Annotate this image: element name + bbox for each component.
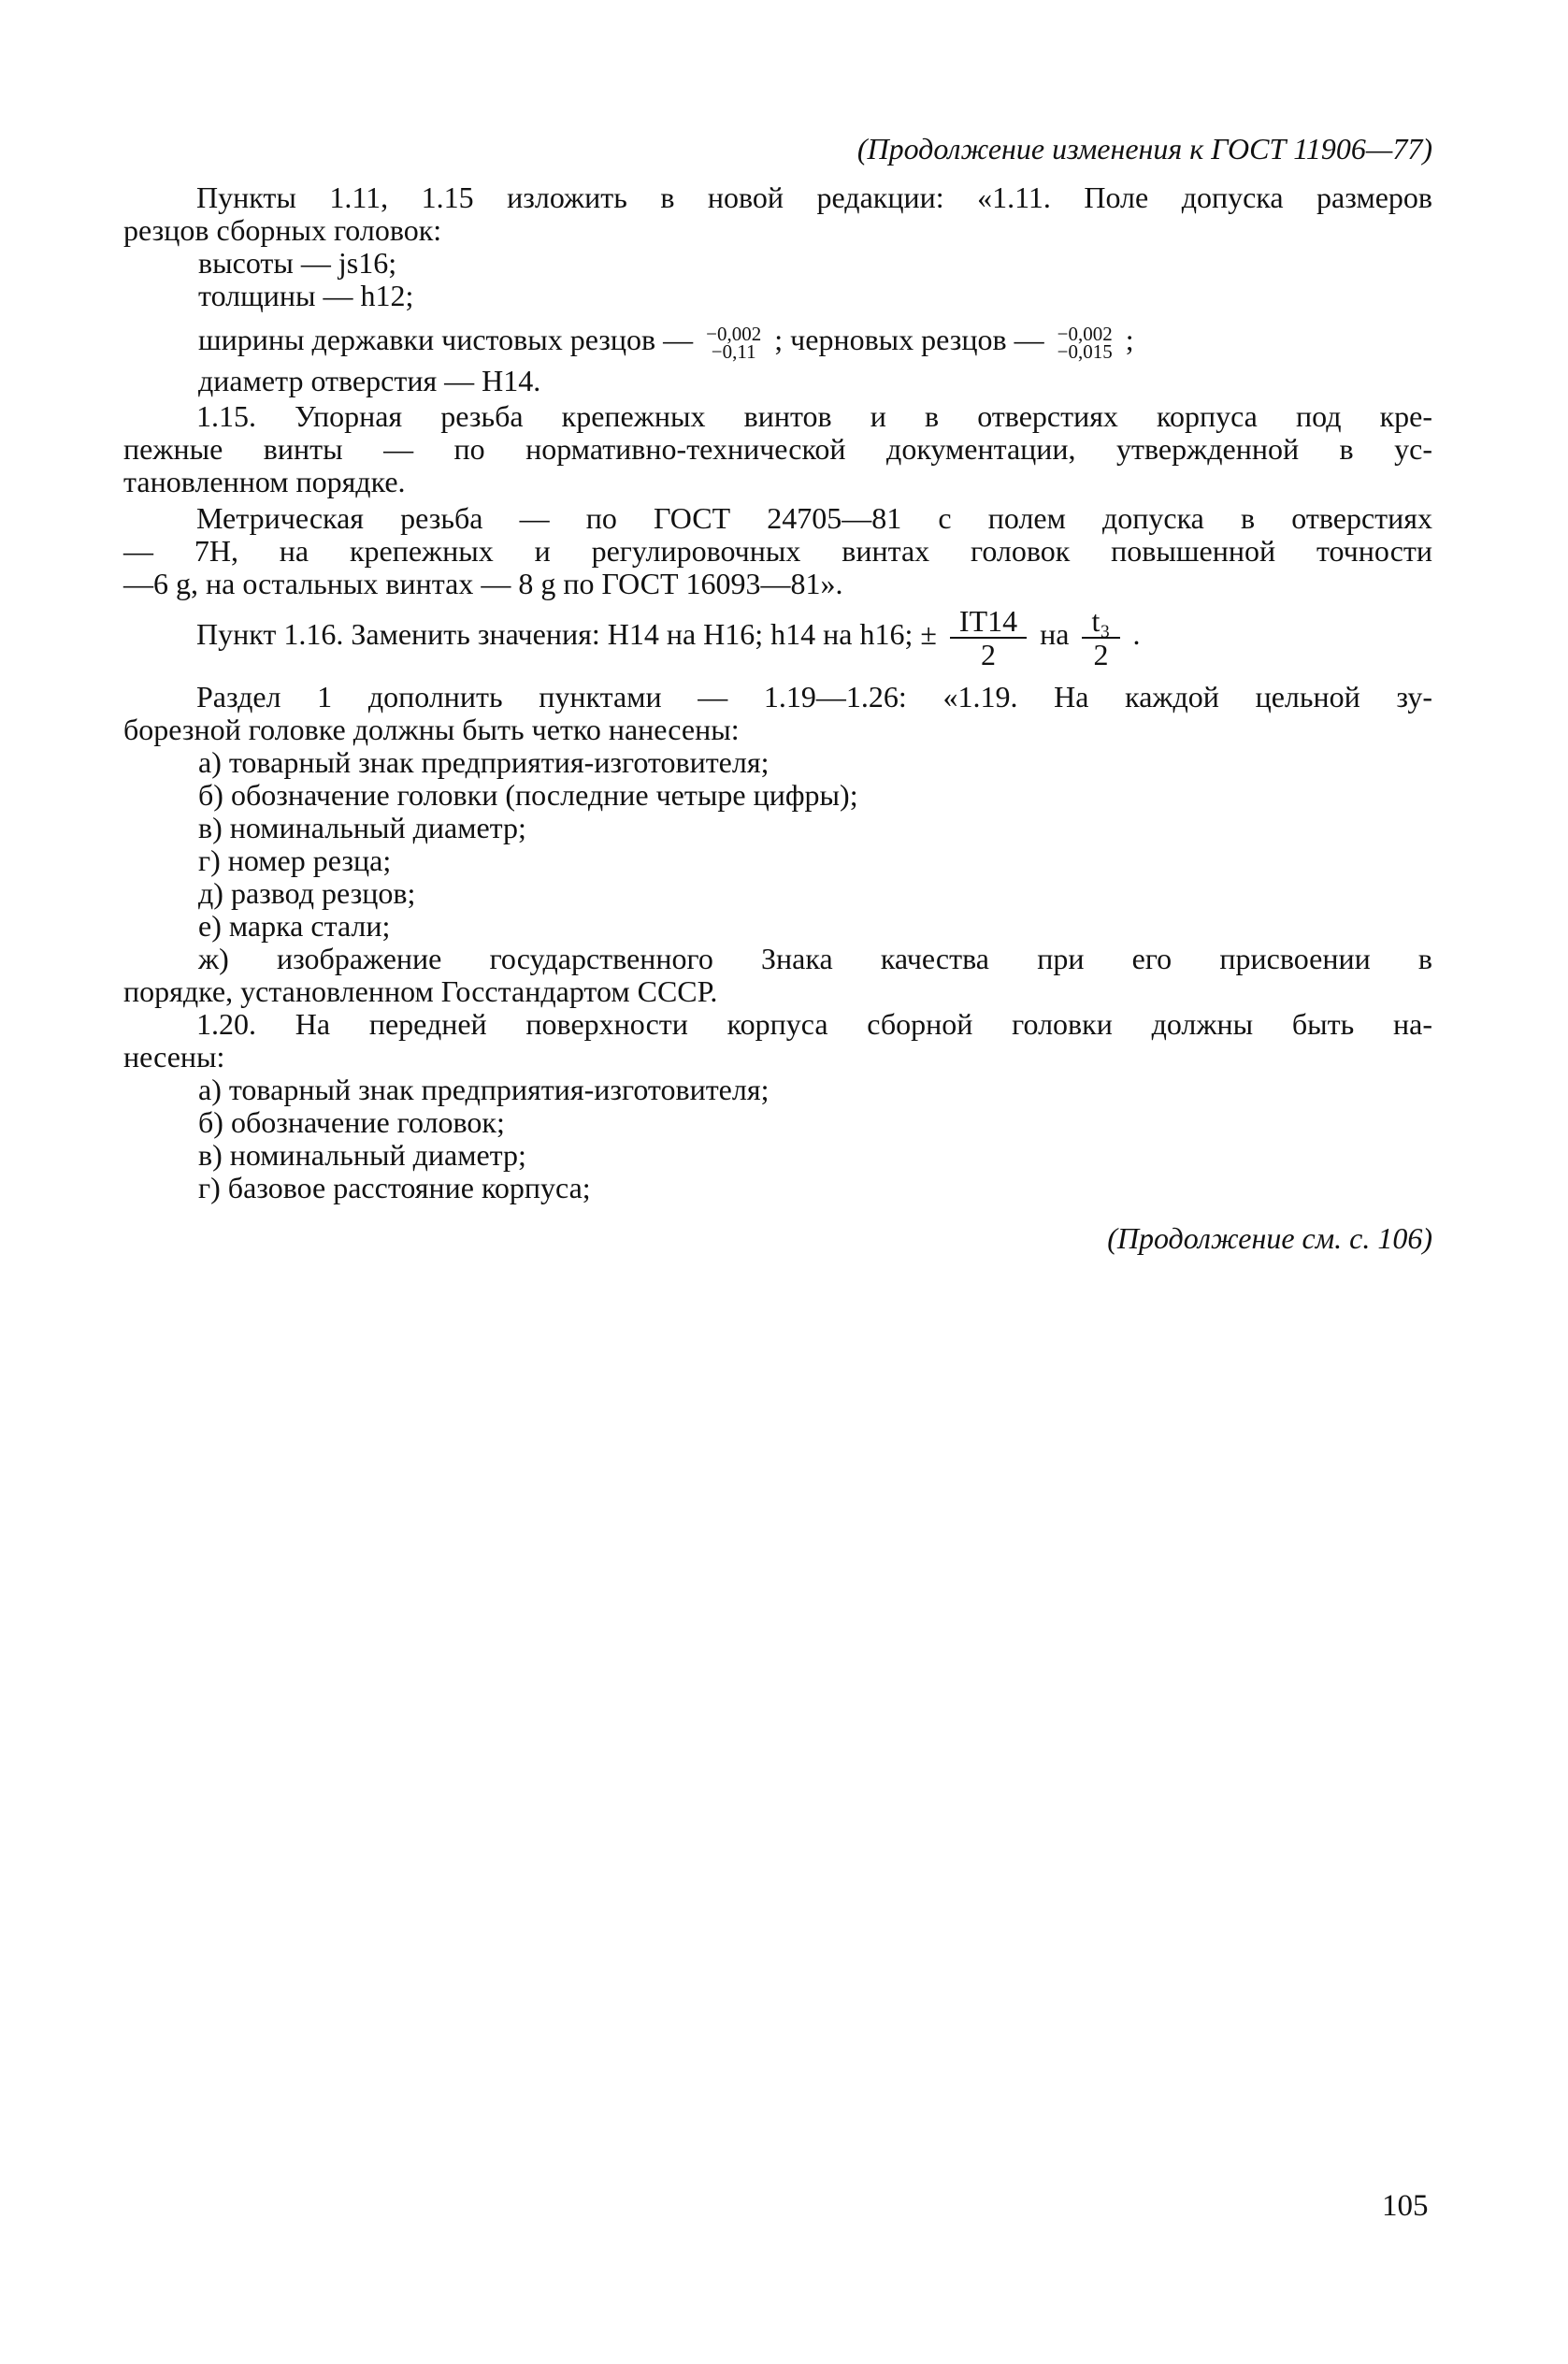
list-item: в) номинальный диаметр; [198,1138,526,1172]
list-item: толщины — h12; [198,279,414,312]
paragraph-metric-thread [123,502,1432,600]
text-line: —6 g, на остальных винтах — 8 g по ГОСТ 16093—81». [123,567,843,600]
fraction-it14 [950,605,1027,670]
text-line: резцов сборных головок: [123,213,442,247]
paragraph-1-16 [123,600,1432,671]
list-item: а) товарный знак предприятия-изготовителя; [198,1073,770,1106]
list-item: д) развод резцов; [198,876,416,910]
text-line: Метрическая резьба — по ГОСТ 24705—81 с полем допуска в отверстиях [196,501,1432,535]
text-line: тановленном порядке. [123,465,406,498]
p116-text: Пункт 1.16. Заменить значения: H14 на H16; h14 на h16; ± [196,617,937,651]
text-line: Пункты 1.11, 1.15 изложить в новой редакции: «1.11. Поле допуска размеров [196,180,1432,214]
fraction-numerator: IT14 [950,605,1027,639]
list-item: б) обозначение головки (последние четыре цифры); [198,778,858,812]
footer-note: (Продолжение см. с. 106) [1107,1221,1432,1255]
word-na: на [1040,617,1070,651]
fraction-denominator: 2 [1093,637,1109,671]
text-line: — 7H, на крепежных и регулировочных винтах головок повышенной точности [123,534,1432,568]
text-line: 1.15. Упорная резьба крепежных винтов и в отверстиях корпуса под кре- [196,399,1432,433]
fraction-denominator: 2 [981,637,997,671]
continuation-footer [123,1222,1432,1255]
tolerance-upper: −0,002 [706,322,762,345]
text-line: диаметр отверстия — H14. [198,364,541,397]
tolerance-roughing [1057,322,1113,363]
width-tolerance-line [123,316,1432,363]
tolerance-lower: −0,11 [711,339,756,363]
tolerance-lower: −0,015 [1057,339,1113,363]
text-line: порядке, установленном Госстандартом СССР. [123,974,718,1008]
list-item: а) товарный знак предприятия-изготовителя; [198,745,770,779]
list-item: ж) изображение государственного Знака качества при его присвоении в [198,942,1432,975]
text-line: пежные винты — по нормативно-технической документации, утвержденной в ус- [123,432,1432,466]
p116-end: . [1132,617,1141,651]
section-1-additions [123,681,1432,1204]
tolerance-upper: −0,002 [1057,322,1113,345]
list-item: е) марка стали; [198,909,391,943]
paragraph-1-15 [123,400,1432,498]
list-item: в) номинальный диаметр; [198,811,526,844]
page-number: 105 [1382,2189,1429,2223]
list-item: г) базовое расстояние корпуса; [198,1171,591,1204]
text-line: Раздел 1 дополнить пунктами — 1.19—1.26: «1.19. На каждой цельной зу- [196,680,1432,714]
width-end: ; [1125,323,1134,356]
text-line: 1.20. На передней поверхности корпуса сборной головки должны быть на- [196,1007,1432,1041]
list-item: высоты — js16; [198,246,397,280]
width-prefix: ширины державки чистовых резцов — [198,323,694,356]
text-line: несены: [123,1040,225,1074]
list-item: б) обозначение головок; [198,1105,505,1139]
width-middle: ; черновых резцов — [774,323,1044,356]
diameter-line [123,365,1432,397]
fraction-numerator: t₃ [1082,605,1119,639]
text-line: борезной головке должны быть четко нанесены: [123,713,740,746]
tolerance-finishing [706,322,762,363]
continuation-header [123,133,1432,166]
paragraph-1-11 [123,181,1432,312]
fraction-t3 [1082,605,1119,670]
header-text: (Продолжение изменения к ГОСТ 11906—77) [856,132,1432,166]
list-item: г) номер резца; [198,843,392,877]
